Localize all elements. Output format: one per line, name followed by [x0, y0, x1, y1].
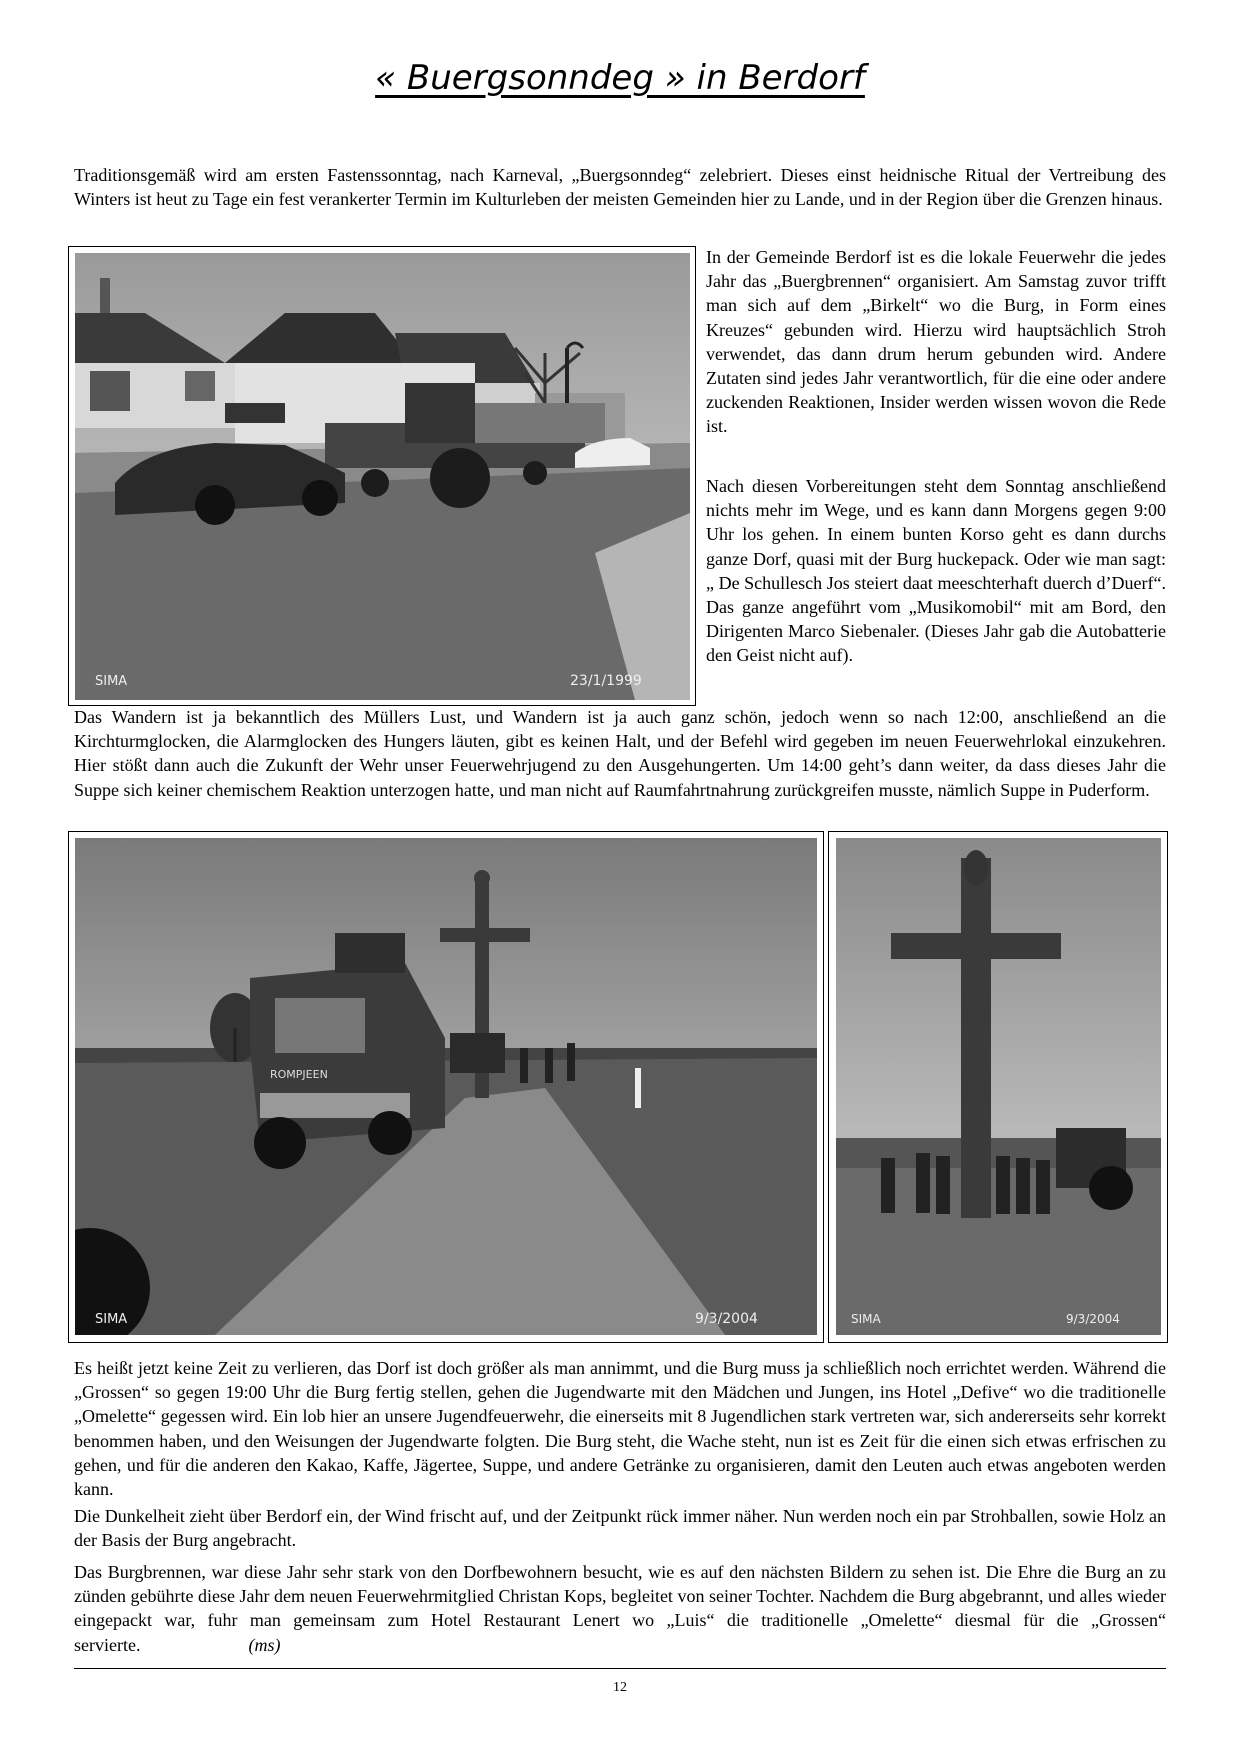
side-paragraph-1: In der Gemeinde Berdorf ist es die lokale Feuerwehr die jedes Jahr das „Buergbrennen“ organisiert. Am Samstag zuvor trifft man sich auf dem „Birkelt“ wo die Burg, in Form eines Kreuzes“ gebunden wird. Hierzu wird hauptsächlich Stroh verwendet, das dann drum herum gebunden wird. Andere Zutaten sind jedes Jahr verantwortlich, für die eine oder andere zuckenden Reaktionen, Insider werden wissen wovon die Rede ist.	[706, 247, 1166, 437]
article-title: « Buergsonndeg » in Berdorf	[375, 58, 865, 98]
dunkel-paragraph: Die Dunkelheit zieht über Berdorf ein, der Wind frischt auf, und der Zeitpunkt rück immer näher. Nun werden noch ein par Strohballen, sowie Holz an der Basis der Burg angebracht.	[74, 1506, 1166, 1551]
photo-street-parade	[75, 253, 690, 700]
brennen-text: Das Burgbrennen, war diese Jahr sehr stark von den Dorfbewohnern besucht, wie es auf den nächsten Bildern zu sehen ist. Die Ehre die Burg an zu zünden gebührte diese Jahr dem neuen Feuerwehrmitglied Christan Kops, begleitet von seiner Tochter. Nachdem die Burg abgebrannt, und alles wieder eingepackt war, fuhr man gemeinsam zum Hotel Restaurant Lenert wo „Luis“ die traditionelle „Omelette“ diesmal für die „Grossen“ servierte.	[74, 1562, 1166, 1655]
side-paragraph-2: Nach diesen Vorbereitungen steht dem Sonntag anschließend nichts mehr im Wege, und es kann dann Morgens gegen 9:00 Uhr los gehen. In einem bunten Korso geht es dann durchs ganze Dorf, quasi mit der Burg huckepack. Oder wie man sagt: „ De Schullesch Jos steiert daat meeschterhaft duerch d’Duerf“. Das ganze angeführt vom „Musikomobil“ mit am Bord, den Dirigenten Marco Siebenaler. (Dieses Jahr gab die Autobatterie den Geist nicht auf).	[706, 476, 1166, 666]
photo1-sima-label: SIMA	[95, 674, 128, 689]
wandern-paragraph: Das Wandern ist ja bekanntlich des Müllers Lust, und Wandern ist ja auch ganz schön, jedoch wenn so nach 12:00, anschließend an die Kirchturmglocken, die Alarmglocken des Hungers läuten, gibt es keinen Halt, und der Befehl wird gegeben im neuen Feuerwehrlokal einzukehren. Hier stößt dann auch die Zukunft der Wehr unser Feuerwehrjugend zu den Ausgehungerten. Um 14:00 geht’s dann weiter, da dass dieses Jahr die Suppe sich keiner chemischem Reaktion unterzogen hatte, und man nicht auf Raumfahrtnahrung zurückgreifen musste, nämlich Suppe in Puderform.	[74, 707, 1166, 800]
photo3-date-label: 9/3/2004	[1066, 1312, 1120, 1326]
photo1-date-label: 23/1/1999	[570, 673, 642, 689]
truck-lettering: ROMPJEEN	[270, 1068, 328, 1081]
photo-straw-cross	[836, 838, 1161, 1335]
footer-rule	[74, 1668, 1166, 1669]
photo-firetruck-cross	[75, 838, 817, 1335]
zeit-paragraph: Es heißt jetzt keine Zeit zu verlieren, das Dorf ist doch größer als man annimmt, und die Burg muss ja schließlich noch errichtet werden. Während die „Grossen“ so gegen 19:00 Uhr die Burg fertig stellen, gehen die Jugendwarte mit den Mädchen und Jungen, ins Hotel „Defive“ wo die traditionelle „Omelette“ gegessen wird. Ein lob hier an unsere Jugendfeuerwehr, die einerseits mit 8 Jugendlichen stark vertreten war, sich andererseits sehr korrekt benommen haben, und den Weisungen der Jugendwarte folgten. Die Burg steht, die Wache steht, nun ist es Zeit für die einen sich etwas erfrischen zu gehen, und für die anderen den Kakao, Kaffe, Jägertee, Suppe, und andere Getränke zu organisieren, damit den Leuten auch etwas angeboten werden kann.	[74, 1358, 1166, 1500]
photo3-sima-label: SIMA	[851, 1312, 881, 1326]
photo2-sima-label: SIMA	[95, 1312, 128, 1327]
author-signature: (ms)	[248, 1634, 281, 1655]
photo2-date-label: 9/3/2004	[695, 1311, 758, 1327]
intro-paragraph: Traditionsgemäß wird am ersten Fastenssonntag, nach Karneval, „Buergsonndeg“ zelebriert. Dieses einst heidnische Ritual der Vertreibung des Winters ist heut zu Tage ein fest verankerter Termin im Kulturleben der meisten Gemeinden hier zu Lande, und in der Region über die Grenzen hinaus.	[74, 165, 1166, 210]
page-number: 12	[613, 1680, 627, 1695]
brennen-paragraph	[74, 1560, 1166, 1657]
